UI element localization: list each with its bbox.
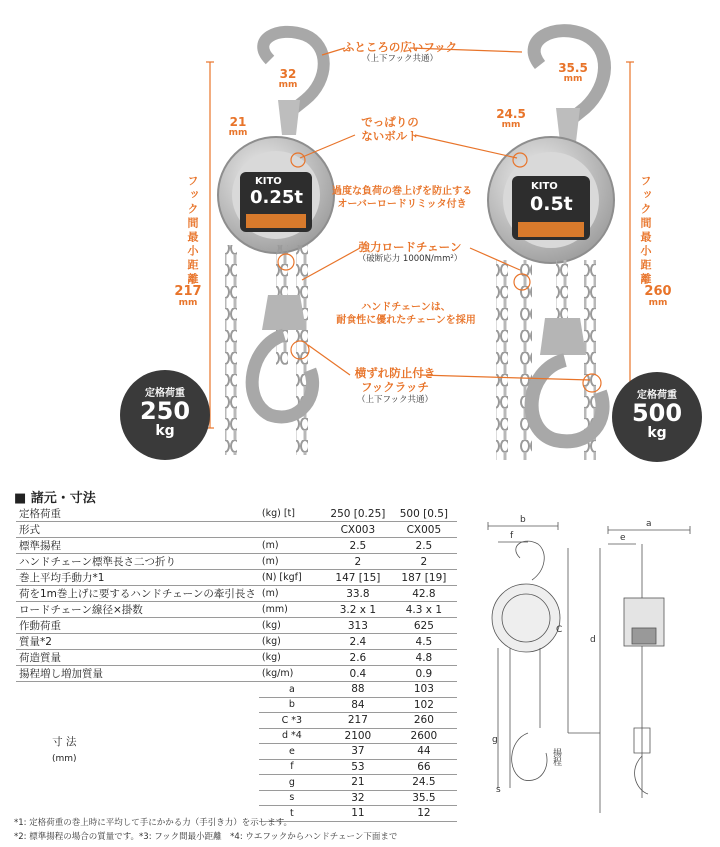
spec-label: 標準揚程 — [16, 538, 259, 554]
spec-value-500: 187 [19] — [391, 570, 457, 586]
right-plate-capacity: 0.5t — [530, 193, 573, 215]
spec-unit: (kg/m) — [259, 666, 325, 682]
callout-bolt: でっぱりの ないボルト — [361, 115, 419, 144]
spec-label: 揚程増し増加質量 — [16, 666, 259, 682]
spec-unit: (mm) — [259, 602, 325, 618]
spec-value-250: 2.4 — [325, 634, 391, 650]
spec-value-500: 625 — [391, 618, 457, 634]
spec-row — [16, 522, 457, 538]
dim-value-250: 11 — [325, 806, 391, 822]
dim-value-250: 37 — [325, 744, 391, 760]
dim-label: C *3 — [259, 713, 325, 729]
dim-blank — [16, 697, 259, 713]
spec-label: ロードチェーン線径×掛数 — [16, 602, 259, 618]
spec-value-250: 3.2 x 1 — [325, 602, 391, 618]
spec-label: 荷を1m巻上げに要するハンドチェーンの牽引長さ — [16, 586, 259, 602]
spec-value-500: 4.8 — [391, 650, 457, 666]
dim-value-250: 32 — [325, 790, 391, 806]
drawing-label-b: b — [520, 515, 526, 525]
dim-label: s — [259, 790, 325, 806]
spec-value-250: CX003 — [325, 522, 391, 538]
left-vertical-label: フック間最小距離 — [186, 175, 199, 287]
spec-label: 定格荷重 — [16, 506, 259, 522]
dim-blank — [16, 682, 259, 698]
spec-row — [16, 586, 457, 602]
section-title: ■ 諸元・寸法 — [14, 491, 96, 506]
spec-col2: 500 [0.5] — [391, 506, 457, 522]
left-hook-opening: 32 mm — [278, 67, 298, 90]
dim-label: b — [259, 697, 325, 713]
right-vertical-label: フック間最小距離 — [639, 175, 652, 287]
spec-value-250: 33.8 — [325, 586, 391, 602]
spec-unit: (kg) — [259, 618, 325, 634]
dim-group-label: 寸 法 (mm) — [52, 736, 77, 764]
spec-unit: (m) — [259, 586, 325, 602]
spec-unit: (kg) — [259, 650, 325, 666]
spec-row — [16, 666, 457, 682]
drawing-label-g: g — [492, 735, 498, 745]
right-hoist-drawing — [488, 31, 614, 460]
spec-row — [16, 570, 457, 586]
spec-label: 作動荷重 — [16, 618, 259, 634]
spec-unit — [259, 522, 325, 538]
technical-drawing — [428, 508, 716, 814]
spec-label: 荷造質量 — [16, 650, 259, 666]
spec-label: 巻上平均手動力*1 — [16, 570, 259, 586]
spec-label: ハンドチェーン標準長さ二つ折り — [16, 554, 259, 570]
dim-label: t — [259, 806, 325, 822]
dim-row — [16, 775, 457, 791]
spec-value-500: 4.3 x 1 — [391, 602, 457, 618]
left-min-distance: 217 mm — [174, 284, 202, 308]
drawing-label-a: a — [646, 519, 652, 529]
spec-value-250: 2.5 — [325, 538, 391, 554]
callout-overload: 過度な負荷の巻上げを防止する オーバーロードリミッタ付き — [332, 186, 472, 210]
callout-chain: 強力ロードチェーン （破断応力 1000N/mm²） — [357, 240, 463, 265]
spec-row — [16, 602, 457, 618]
left-plate-capacity: 0.25t — [250, 187, 304, 208]
spec-row — [16, 618, 457, 634]
left-capacity-badge: 定格荷重 250 kg — [120, 370, 210, 460]
right-brand: KITO — [531, 181, 558, 192]
spec-value-250: 147 [15] — [325, 570, 391, 586]
dim-value-250: 2100 — [325, 728, 391, 744]
dim-value-250: 21 — [325, 775, 391, 791]
spec-value-250: 313 — [325, 618, 391, 634]
right-hook-opening: 35.5 mm — [558, 61, 588, 84]
callout-latch: 横ずれ防止付き フックラッチ （上下フック共通） — [354, 366, 436, 405]
right-min-distance: 260 mm — [644, 284, 672, 308]
dim-value-500: 35.5 — [391, 790, 457, 806]
spec-label: 形式 — [16, 522, 259, 538]
drawing-label-s: s — [496, 785, 501, 795]
spec-unit: (kg) [t] — [259, 506, 325, 522]
spec-table — [16, 506, 457, 822]
left-hoist-drawing — [218, 32, 334, 455]
drawing-label-f: f — [510, 531, 514, 541]
dim-row — [16, 713, 457, 729]
spec-value-500: 0.9 — [391, 666, 457, 682]
spec-unit: (m) — [259, 538, 325, 554]
callout-hand-chain: ハンドチェーンは、 耐食性に優れたチェーンを採用 — [336, 302, 476, 326]
spec-row — [16, 554, 457, 570]
dim-value-500: 24.5 — [391, 775, 457, 791]
dim-blank — [16, 713, 259, 729]
spec-unit: (m) — [259, 554, 325, 570]
left-brand: KITO — [255, 176, 282, 187]
spec-row — [16, 538, 457, 554]
spec-unit: (kg) — [259, 634, 325, 650]
spec-value-250: 2 — [325, 554, 391, 570]
right-hook-width: 24.5 mm — [496, 107, 526, 130]
dim-value-500: 103 — [391, 682, 457, 698]
spec-row — [16, 634, 457, 650]
spec-value-500: 42.8 — [391, 586, 457, 602]
drawing-label-d: d — [590, 635, 596, 645]
spec-unit: (N) [kgf] — [259, 570, 325, 586]
spec-value-250: 0.4 — [325, 666, 391, 682]
spec-label: 質量*2 — [16, 634, 259, 650]
spec-value-500: 4.5 — [391, 634, 457, 650]
dim-row — [16, 728, 457, 744]
dim-blank — [16, 790, 259, 806]
dim-label: d *4 — [259, 728, 325, 744]
dim-row — [16, 682, 457, 698]
drawing-label-c: C — [556, 625, 563, 635]
spec-col1: 250 [0.25] — [325, 506, 391, 522]
spec-value-500: CX005 — [391, 522, 457, 538]
footnote-1: *1: 定格荷重の巻上時に平均して手にかかる力（手引き力）を示します。 — [14, 818, 293, 828]
drawing-label-lift: 揚程 — [551, 748, 561, 766]
drawing-label-e: e — [620, 533, 626, 543]
dim-value-250: 88 — [325, 682, 391, 698]
callout-wide-hook: ふところの広いフック （上下フック共通） — [342, 40, 458, 65]
dim-label: g — [259, 775, 325, 791]
dim-value-250: 217 — [325, 713, 391, 729]
dim-value-500: 102 — [391, 697, 457, 713]
spec-value-500: 2.5 — [391, 538, 457, 554]
dim-value-500: 2600 — [391, 728, 457, 744]
spec-value-250: 2.6 — [325, 650, 391, 666]
footnote-2: *2: 標準揚程の場合の質量です。*3: フック間最小距離 *4: ウエフックからハンドチェーン下面まで — [14, 832, 398, 842]
dim-label: e — [259, 744, 325, 760]
dim-row — [16, 744, 457, 760]
dim-row — [16, 759, 457, 775]
spec-header-row — [16, 506, 457, 522]
dim-value-500: 260 — [391, 713, 457, 729]
dim-label: a — [259, 682, 325, 698]
right-capacity-badge: 定格荷重 500 kg — [612, 372, 702, 462]
dim-value-500: 44 — [391, 744, 457, 760]
dim-value-500: 12 — [391, 806, 457, 822]
spec-value-500: 2 — [391, 554, 457, 570]
dim-label: f — [259, 759, 325, 775]
dim-value-250: 53 — [325, 759, 391, 775]
dim-blank — [16, 775, 259, 791]
left-hook-width: 21 mm — [228, 115, 248, 138]
dim-row — [16, 790, 457, 806]
spec-row — [16, 650, 457, 666]
dim-value-250: 84 — [325, 697, 391, 713]
dim-row — [16, 697, 457, 713]
dim-value-500: 66 — [391, 759, 457, 775]
